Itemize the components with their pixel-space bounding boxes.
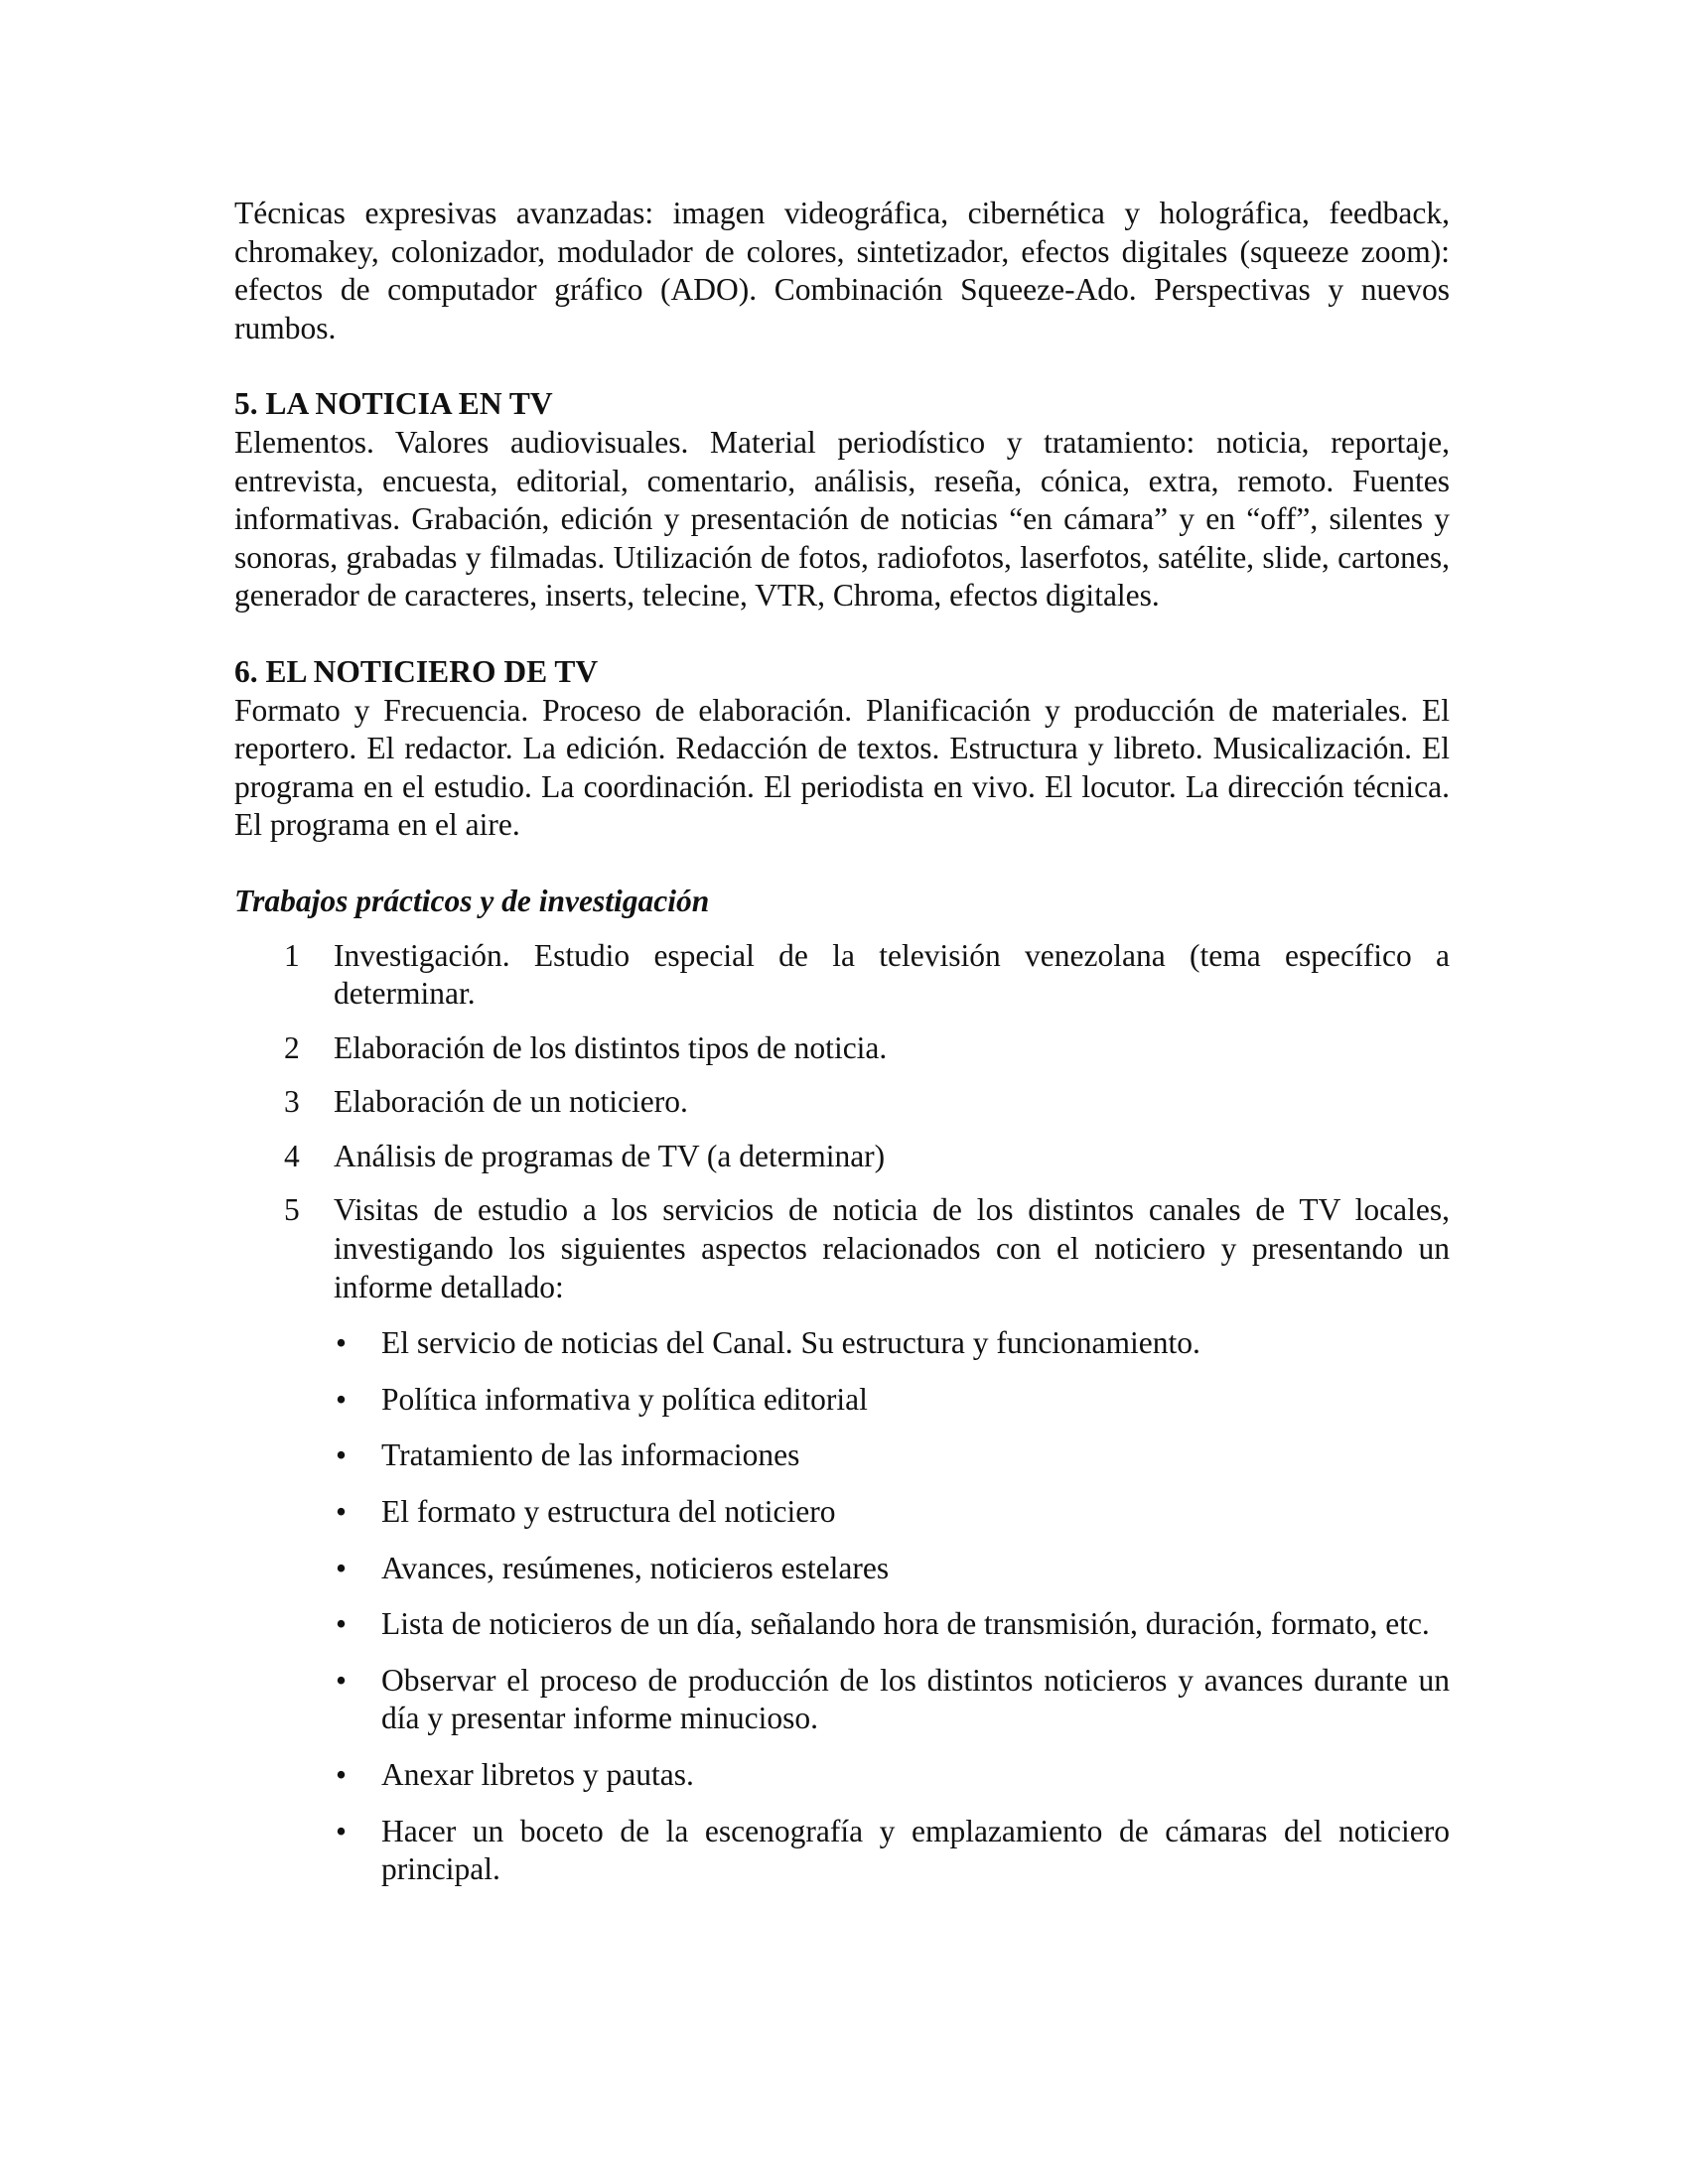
practicals-list [234,937,1450,1889]
item-number: 3 [284,1084,300,1120]
bullet-icon: • [336,1437,348,1473]
item-text: Elaboración de un noticiero. [334,1084,688,1120]
bullet-icon: • [336,1381,348,1417]
section-6-heading: 6. EL NOTICIERO DE TV [234,653,599,689]
item-text: Visitas de estudio a los servicios de noticia de los distintos canales de TV locales, investigando los siguientes aspectos relacionados con el noticiero y presentando un informe detallado: [334,1192,1450,1304]
bullet-icon: • [336,1813,348,1848]
bullet-text: Observar el proceso de producción de los distintos noticieros y avances durante un día y presentar informe minucioso. [381,1662,1450,1736]
section-6-body: Formato y Frecuencia. Proceso de elaboración. Planificación y producción de materiales. El reportero. El redactor. La edición. Redacción de textos. Estructura y libreto. Musicalización. El programa en el estudio. La coordinación. El periodista en vivo. El locutor. La dirección técnica. El programa en el aire. [234,692,1450,843]
bullet-item [334,1493,1450,1532]
list-item [234,1083,1450,1122]
section-5-heading: 5. LA NOTICIA EN TV [234,386,553,422]
bullet-item [334,1662,1450,1738]
bullet-item [334,1605,1450,1644]
bullet-text: El servicio de noticias del Canal. Su estructura y funcionamiento. [381,1325,1200,1361]
bullet-item [334,1381,1450,1420]
item-text: Investigación. Estudio especial de la televisión venezolana (tema específico a determinar. [334,937,1450,1012]
item-number: 4 [284,1138,300,1173]
bullet-icon: • [336,1606,348,1642]
bullet-text: Política informativa y política editorial [381,1381,868,1417]
bullet-text: Hacer un boceto de la escenografía y emplazamiento de cámaras del noticiero principal. [381,1813,1450,1887]
practicals-section [234,883,1450,1889]
item-number: 2 [284,1029,300,1065]
bullet-text: El formato y estructura del noticiero [381,1494,836,1530]
item-text: Análisis de programas de TV (a determinar) [334,1138,886,1173]
document-page [234,195,1450,1907]
bullet-text: Lista de noticieros de un día, señalando hora de transmisión, duración, formato, etc. [381,1606,1430,1642]
bullet-item [334,1813,1450,1889]
section-6 [234,653,1450,845]
bullet-icon: • [336,1325,348,1361]
item-number: 5 [284,1192,300,1228]
bullet-text: Avances, resúmenes, noticieros estelares [381,1550,890,1585]
intro-paragraph: Técnicas expresivas avanzadas: imagen videográfica, cibernética y holográfica, feedback, chromakey, colonizador, modulador de colores, sintetizador, efectos digitales (squeeze zoom): efectos de computador gráfico (ADO). Combinación Squeeze-Ado. Perspectivas y nuevos rumbos. [234,196,1450,345]
item-number: 1 [284,937,300,973]
section-5-body: Elementos. Valores audiovisuales. Material periodístico y tratamiento: noticia, reportaje, entrevista, encuesta, editorial, comentario, análisis, reseña, cónica, extra, remoto. Fuentes informativas. Grabación, edición y presentación de noticias “en cámara” y en “off”, silentes y sonoras, grabadas y filmadas. Utilización de fotos, radiofotos, laserfotos, satélite, slide, cartones, generador de caracteres, inserts, telecine, VTR, Chroma, efectos digitales. [234,424,1450,614]
bullet-text: Anexar libretos y pautas. [381,1757,694,1792]
aspects-bullet-list [334,1324,1450,1889]
bullet-icon: • [336,1494,348,1530]
bullet-icon: • [336,1662,348,1698]
bullet-text: Tratamiento de las informaciones [381,1437,800,1473]
bullet-icon: • [336,1550,348,1585]
list-item [234,1191,1450,1888]
list-item [234,1138,1450,1176]
item-text: Elaboración de los distintos tipos de noticia. [334,1029,888,1065]
list-item [234,937,1450,1014]
bullet-item [334,1324,1450,1363]
practicals-heading: Trabajos prácticos y de investigación [234,883,710,918]
bullet-item [334,1436,1450,1475]
bullet-icon: • [336,1757,348,1792]
list-item [234,1029,1450,1068]
section-5 [234,385,1450,615]
bullet-item [334,1756,1450,1795]
bullet-item [334,1550,1450,1588]
